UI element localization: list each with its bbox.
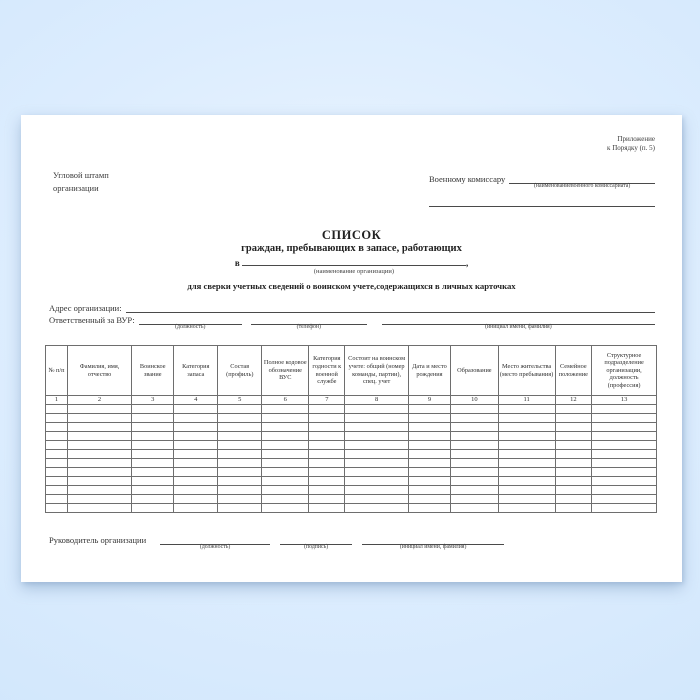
col-header-3: Воинское звание bbox=[132, 346, 174, 396]
table-cell bbox=[451, 432, 499, 441]
table-cell bbox=[451, 477, 499, 486]
table-cell bbox=[451, 441, 499, 450]
table-row bbox=[46, 441, 657, 450]
table-cell bbox=[408, 432, 450, 441]
col-header-11: Место жительства (место пребывания) bbox=[498, 346, 555, 396]
table-cell bbox=[592, 414, 657, 423]
table-cell bbox=[67, 459, 131, 468]
table-cell bbox=[498, 459, 555, 468]
table-cell bbox=[309, 423, 345, 432]
table-cell bbox=[262, 423, 309, 432]
head-name-blank bbox=[362, 534, 504, 550]
col-header-7: Категория годности к военной службе bbox=[309, 346, 345, 396]
table-cell bbox=[262, 405, 309, 414]
table-cell bbox=[132, 495, 174, 504]
table-cell bbox=[451, 405, 499, 414]
table-cell bbox=[132, 441, 174, 450]
table-cell bbox=[309, 459, 345, 468]
table-cell bbox=[345, 432, 409, 441]
table-cell bbox=[498, 495, 555, 504]
table-cell bbox=[408, 504, 450, 513]
table-cell bbox=[345, 414, 409, 423]
table-row bbox=[46, 405, 657, 414]
corner-stamp-label bbox=[53, 169, 109, 195]
table-cell bbox=[67, 405, 131, 414]
table-cell bbox=[46, 441, 68, 450]
table-cell bbox=[174, 423, 218, 432]
form-subtitle: граждан, пребывающих в запасе, работающих bbox=[241, 243, 462, 254]
responsible-position-caption: (должность) bbox=[175, 324, 206, 330]
head-of-org-label: Руководитель организации bbox=[49, 535, 147, 545]
table-cell bbox=[46, 468, 68, 477]
table-cell bbox=[309, 486, 345, 495]
col-number-10: 10 bbox=[451, 396, 499, 405]
table-cell bbox=[132, 405, 174, 414]
table-cell bbox=[592, 477, 657, 486]
table-cell bbox=[555, 495, 592, 504]
roster-table bbox=[45, 345, 657, 513]
responsible-phone-caption: (телефон) bbox=[296, 324, 321, 330]
table-cell bbox=[408, 495, 450, 504]
org-comma: , bbox=[465, 258, 469, 268]
table-cell bbox=[555, 459, 592, 468]
table-cell bbox=[218, 414, 262, 423]
organization-blank-line bbox=[242, 257, 469, 275]
table-cell bbox=[345, 504, 409, 513]
table-cell bbox=[46, 504, 68, 513]
table-cell bbox=[309, 450, 345, 459]
table-cell bbox=[309, 414, 345, 423]
col-header-12: Семейное положение bbox=[555, 346, 592, 396]
address-label: Адрес организации: bbox=[49, 303, 122, 313]
table-cell bbox=[345, 405, 409, 414]
table-cell bbox=[67, 477, 131, 486]
table-cell bbox=[408, 477, 450, 486]
table-cell bbox=[132, 423, 174, 432]
table-cell bbox=[67, 441, 131, 450]
table-cell bbox=[592, 441, 657, 450]
table-cell bbox=[218, 459, 262, 468]
table-cell bbox=[67, 504, 131, 513]
table-cell bbox=[408, 450, 450, 459]
appendix-note-line2: к Порядку (п. 5) bbox=[607, 144, 655, 152]
document-page bbox=[21, 115, 682, 582]
table-cell bbox=[218, 423, 262, 432]
table-cell bbox=[498, 441, 555, 450]
appendix-note-line1: Приложение bbox=[617, 135, 655, 143]
table-row bbox=[46, 432, 657, 441]
table-cell bbox=[67, 423, 131, 432]
table-cell bbox=[555, 423, 592, 432]
table-cell bbox=[174, 459, 218, 468]
table-cell bbox=[218, 504, 262, 513]
organization-line bbox=[21, 257, 682, 275]
table-cell bbox=[345, 459, 409, 468]
col-header-6: Полное кодовое обозначение ВУС bbox=[262, 346, 309, 396]
responsible-name-caption: (инициал имени, фамилия) bbox=[485, 324, 552, 330]
head-signature-caption: (подпись) bbox=[304, 544, 329, 550]
col-header-5: Состав (профиль) bbox=[218, 346, 262, 396]
table-cell bbox=[408, 468, 450, 477]
table-cell bbox=[132, 432, 174, 441]
head-position-caption: (должность) bbox=[199, 544, 231, 550]
table-cell bbox=[592, 432, 657, 441]
table-cell bbox=[451, 450, 499, 459]
col-header-4: Категория запаса bbox=[174, 346, 218, 396]
table-cell bbox=[498, 423, 555, 432]
table-cell bbox=[309, 477, 345, 486]
col-header-8: Состоит на воинском учете: общий (номер команды, партии), спец. учет bbox=[345, 346, 409, 396]
table-cell bbox=[262, 414, 309, 423]
table-cell bbox=[555, 405, 592, 414]
table-cell bbox=[498, 504, 555, 513]
table-cell bbox=[174, 405, 218, 414]
table-cell bbox=[262, 459, 309, 468]
table-cell bbox=[218, 468, 262, 477]
table-cell bbox=[46, 414, 68, 423]
responsible-label: Ответственный за ВУР: bbox=[49, 315, 135, 325]
col-number-3: 3 bbox=[132, 396, 174, 405]
table-cell bbox=[262, 468, 309, 477]
table-cell bbox=[498, 432, 555, 441]
table-cell bbox=[408, 441, 450, 450]
form-title: СПИСОК bbox=[321, 228, 382, 242]
col-header-13: Структурное подразделение организации, должность (профессия) bbox=[592, 346, 657, 396]
col-header-10: Образование bbox=[451, 346, 499, 396]
responsible-name-blank bbox=[382, 314, 655, 330]
table-cell bbox=[262, 486, 309, 495]
commissar-blank-line-2 bbox=[429, 205, 655, 207]
table-cell bbox=[309, 441, 345, 450]
org-prefix: в bbox=[234, 258, 240, 268]
table-cell bbox=[451, 459, 499, 468]
title-block bbox=[21, 228, 682, 291]
table-cell bbox=[174, 432, 218, 441]
table-cell bbox=[555, 468, 592, 477]
table-cell bbox=[345, 423, 409, 432]
table-cell bbox=[262, 495, 309, 504]
table-cell bbox=[132, 477, 174, 486]
form-purpose: для сверки учетных сведений о воинском учете,содержащихся в личных карточках bbox=[187, 281, 516, 291]
responsible-phone-blank bbox=[251, 314, 367, 330]
table-row bbox=[46, 504, 657, 513]
table-cell bbox=[408, 423, 450, 432]
table-cell bbox=[67, 432, 131, 441]
table-cell bbox=[174, 495, 218, 504]
organization-caption: (наименование организации) bbox=[313, 268, 394, 275]
table-cell bbox=[174, 477, 218, 486]
table-cell bbox=[592, 468, 657, 477]
table-cell bbox=[262, 504, 309, 513]
table-header-row bbox=[46, 346, 657, 396]
head-signature-blank bbox=[280, 534, 352, 550]
col-number-8: 8 bbox=[345, 396, 409, 405]
commissar-caption: (наименованиевоенного комиссариата) bbox=[533, 183, 631, 189]
col-number-1: 1 bbox=[46, 396, 68, 405]
head-position-blank bbox=[160, 534, 270, 550]
col-number-4: 4 bbox=[174, 396, 218, 405]
table-cell bbox=[309, 495, 345, 504]
table-cell bbox=[498, 450, 555, 459]
table-cell bbox=[408, 414, 450, 423]
table-cell bbox=[218, 405, 262, 414]
col-number-6: 6 bbox=[262, 396, 309, 405]
table-cell bbox=[592, 423, 657, 432]
table-row bbox=[46, 450, 657, 459]
table-cell bbox=[174, 486, 218, 495]
commissar-label: Военному комиссару bbox=[429, 174, 506, 184]
col-number-12: 12 bbox=[555, 396, 592, 405]
corner-stamp-line2: организации bbox=[53, 183, 99, 193]
table-cell bbox=[498, 477, 555, 486]
table-cell bbox=[498, 414, 555, 423]
table-cell bbox=[592, 459, 657, 468]
table-cell bbox=[408, 459, 450, 468]
table-cell bbox=[262, 450, 309, 459]
table-cell bbox=[46, 450, 68, 459]
table-cell bbox=[262, 477, 309, 486]
table-cell bbox=[555, 477, 592, 486]
table-cell bbox=[309, 504, 345, 513]
address-row bbox=[49, 302, 655, 313]
table-row bbox=[46, 495, 657, 504]
table-cell bbox=[132, 486, 174, 495]
col-number-7: 7 bbox=[309, 396, 345, 405]
table-cell bbox=[345, 486, 409, 495]
address-blank-line bbox=[126, 302, 655, 313]
table-cell bbox=[46, 477, 68, 486]
table-cell bbox=[345, 477, 409, 486]
table-cell bbox=[408, 405, 450, 414]
signature-row bbox=[49, 534, 504, 550]
table-cell bbox=[498, 468, 555, 477]
table-cell bbox=[174, 504, 218, 513]
table-cell bbox=[592, 486, 657, 495]
table-cell bbox=[592, 450, 657, 459]
table-cell bbox=[132, 468, 174, 477]
table-cell bbox=[592, 504, 657, 513]
table-cell bbox=[46, 486, 68, 495]
table-cell bbox=[498, 486, 555, 495]
table-cell bbox=[67, 468, 131, 477]
table-cell bbox=[309, 405, 345, 414]
table-cell bbox=[218, 495, 262, 504]
table-cell bbox=[555, 504, 592, 513]
table-cell bbox=[67, 495, 131, 504]
table-cell bbox=[174, 414, 218, 423]
col-number-9: 9 bbox=[408, 396, 450, 405]
table-cell bbox=[498, 405, 555, 414]
table-cell bbox=[132, 504, 174, 513]
appendix-note bbox=[607, 135, 655, 153]
table-cell bbox=[309, 432, 345, 441]
col-number-2: 2 bbox=[67, 396, 131, 405]
table-cell bbox=[555, 486, 592, 495]
table-cell bbox=[67, 450, 131, 459]
col-number-11: 11 bbox=[498, 396, 555, 405]
col-number-13: 13 bbox=[592, 396, 657, 405]
table-cell bbox=[132, 459, 174, 468]
table-cell bbox=[46, 432, 68, 441]
table-row bbox=[46, 468, 657, 477]
col-header-1: № п/п bbox=[46, 346, 68, 396]
responsible-row bbox=[49, 314, 655, 330]
table-cell bbox=[309, 468, 345, 477]
table-cell bbox=[132, 414, 174, 423]
table-cell bbox=[218, 432, 262, 441]
table-cell bbox=[46, 459, 68, 468]
table-cell bbox=[451, 486, 499, 495]
head-name-caption: (инициал имени, фамилия) bbox=[399, 544, 467, 550]
table-cell bbox=[174, 441, 218, 450]
col-header-9: Дата и место рождения bbox=[408, 346, 450, 396]
commissar-block bbox=[429, 173, 655, 207]
corner-stamp-line1: Угловой штамп bbox=[53, 170, 109, 180]
table-cell bbox=[555, 414, 592, 423]
table-row bbox=[46, 459, 657, 468]
table-cell bbox=[218, 477, 262, 486]
table-cell bbox=[67, 414, 131, 423]
table-row bbox=[46, 423, 657, 432]
table-cell bbox=[67, 486, 131, 495]
table-cell bbox=[132, 450, 174, 459]
table-cell bbox=[345, 495, 409, 504]
table-cell bbox=[451, 495, 499, 504]
responsible-position-blank bbox=[139, 314, 242, 330]
table-cell bbox=[451, 423, 499, 432]
table-row bbox=[46, 414, 657, 423]
table-cell bbox=[174, 450, 218, 459]
table-cell bbox=[46, 495, 68, 504]
table-row bbox=[46, 477, 657, 486]
table-cell bbox=[262, 432, 309, 441]
commissar-blank-line bbox=[509, 173, 655, 189]
table-cell bbox=[408, 486, 450, 495]
table-cell bbox=[218, 450, 262, 459]
col-number-5: 5 bbox=[218, 396, 262, 405]
table-cell bbox=[218, 441, 262, 450]
table-cell bbox=[592, 495, 657, 504]
table-cell bbox=[46, 423, 68, 432]
table-cell bbox=[345, 450, 409, 459]
column-numbers-row bbox=[46, 396, 657, 405]
table-cell bbox=[345, 441, 409, 450]
table-cell bbox=[592, 405, 657, 414]
table-cell bbox=[46, 405, 68, 414]
table-cell bbox=[345, 468, 409, 477]
table-cell bbox=[174, 468, 218, 477]
table-cell bbox=[451, 414, 499, 423]
table-cell bbox=[262, 441, 309, 450]
table-cell bbox=[451, 504, 499, 513]
table-cell bbox=[218, 486, 262, 495]
col-header-2: Фамилия, имя, отчество bbox=[67, 346, 131, 396]
table-cell bbox=[555, 432, 592, 441]
table-cell bbox=[451, 468, 499, 477]
table-cell bbox=[555, 450, 592, 459]
table-row bbox=[46, 486, 657, 495]
table-cell bbox=[555, 441, 592, 450]
